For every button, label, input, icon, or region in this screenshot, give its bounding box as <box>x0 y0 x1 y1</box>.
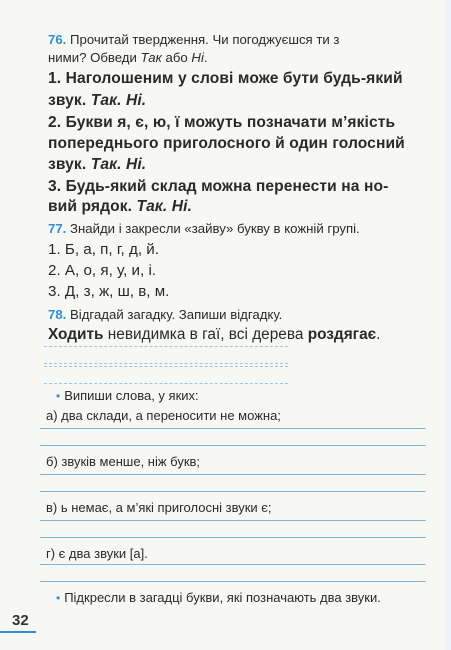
ex76-statement2-choice[interactable]: Так. Ні. <box>90 156 147 173</box>
ex78-task: • Випиши слова, у яких: <box>56 388 199 403</box>
ex76-statement2-line3: звук. Так. Ні. <box>48 156 147 173</box>
bullet-icon: • <box>56 389 61 403</box>
page-number: 32 <box>12 612 29 629</box>
ex78-task-d: г) є два звуки [а]. <box>46 546 148 561</box>
ex77-group2[interactable]: 2. А, о, я, у, и, і. <box>48 262 157 279</box>
answer-line-riddle-2[interactable] <box>44 366 288 384</box>
ex78-task-c: в) ь немає, а м’які приголосні звуки є; <box>46 500 272 515</box>
ex77-intro: 77. Знайди і закресли «зайву» букву в кожній групі. <box>48 221 360 236</box>
answer-line-c[interactable] <box>40 520 426 538</box>
ex76-statement3-line2: вий рядок. Так. Ні. <box>48 198 193 215</box>
bullet-icon: • <box>56 591 61 605</box>
ex77-group3[interactable]: 3. Д, з, ж, ш, в, м. <box>48 283 170 300</box>
answer-line-b[interactable] <box>40 474 426 492</box>
ex77-number: 77. <box>48 221 67 236</box>
ex77-group1[interactable]: 1. Б, а, п, г, д, й. <box>48 241 159 258</box>
ex78-number: 78. <box>48 307 67 322</box>
ex76-intro-line1: 76. Прочитай твердження. Чи погоджуєшся ти з <box>48 32 340 47</box>
answer-line-a[interactable] <box>40 428 426 446</box>
ex78-task-a: а) два склади, а переносити не можна; <box>46 408 281 423</box>
ex76-statement3-choice[interactable]: Так. Ні. <box>136 198 193 215</box>
answer-line-d[interactable] <box>40 564 426 582</box>
ex76-statement1-line2: звук. Так. Ні. <box>48 92 147 109</box>
ex76-statement1-choice[interactable]: Так. Ні. <box>90 92 147 109</box>
ex78-intro: 78. Відгадай загадку. Запиши відгадку. <box>48 307 283 322</box>
ex76-statement1-line1: 1. Наголошеним у слові може бути будь-який <box>48 70 403 87</box>
page-number-rule <box>0 631 36 633</box>
ex78-task-b: б) звуків менше, ніж букв; <box>46 454 201 469</box>
ex78-riddle: Ходить невидимка в гаї, всі дерева роздягає. <box>48 326 381 343</box>
ex76-statement2-line1: 2. Букви я, є, ю, ї можуть позначати м’якість <box>48 114 396 131</box>
ex76-number: 76. <box>48 32 67 47</box>
answer-line-riddle-1[interactable] <box>44 346 288 364</box>
ex76-statement3-line1: 3. Будь-який склад можна перенести на но- <box>48 178 389 195</box>
ex76-intro-line2: ними? Обведи Так або Ні. <box>48 50 208 65</box>
ex78-final-task: • Підкресли в загадці букви, які позначають два звуки. <box>56 590 381 605</box>
ex76-statement2-line2: попереднього приголосного й один голосний <box>48 135 405 152</box>
page-edge <box>445 0 451 650</box>
